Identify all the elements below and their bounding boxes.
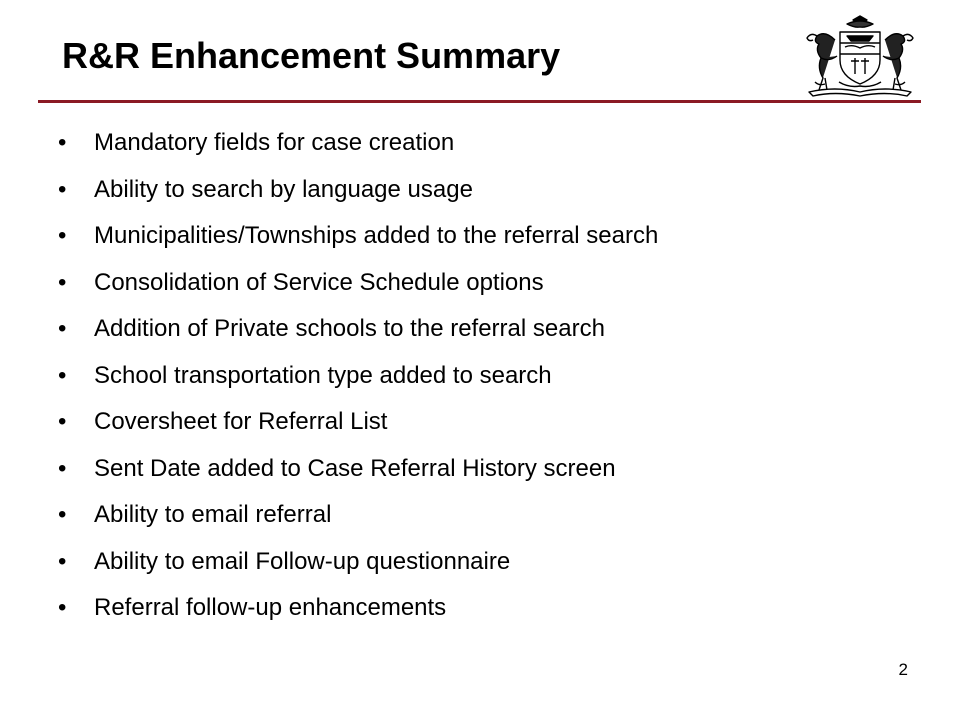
bullet-text: Ability to search by language usage: [94, 175, 473, 203]
bullet-item: [58, 492, 918, 539]
bullet-text: Mandatory fields for case creation: [94, 129, 455, 156]
bullet-list: [58, 120, 918, 632]
bullet-item: [58, 260, 918, 307]
bullet-text: Municipalities/Townships added to the referral search: [94, 222, 659, 249]
bullet-item: [58, 353, 918, 400]
bullet-dot: •: [58, 268, 67, 296]
bullet-item: [58, 399, 918, 446]
pennsylvania-coat-of-arms-icon: [795, 14, 925, 98]
bullet-item: [58, 306, 918, 353]
bullet-item: [58, 120, 918, 167]
bullet-text: Consolidation of Service Schedule options: [94, 268, 544, 296]
bullet-dot: •: [58, 594, 67, 621]
page-number: 2: [898, 660, 908, 679]
bullet-dot: •: [58, 222, 67, 249]
bullet-dot: •: [58, 408, 67, 435]
slide-title: R&R Enhancement Summary: [62, 35, 561, 76]
bullet-text: Sent Date added to Case Referral History screen: [94, 454, 616, 482]
bullet-dot: •: [58, 547, 67, 575]
bullet-text: Coversheet for Referral List: [94, 408, 388, 435]
bullet-dot: •: [58, 175, 67, 203]
bullet-item: [58, 213, 918, 260]
bullet-item: [58, 539, 918, 586]
bullet-item: [58, 446, 918, 493]
bullet-item: [58, 167, 918, 214]
bullet-text: Addition of Private schools to the referral search: [94, 315, 605, 342]
bullet-text: Ability to email referral: [94, 501, 332, 528]
title-divider: [38, 100, 921, 103]
bullet-text: School transportation type added to search: [94, 361, 552, 389]
bullet-dot: •: [58, 315, 67, 342]
bullet-dot: •: [58, 501, 67, 528]
bullet-dot: •: [58, 454, 67, 482]
bullet-dot: •: [58, 129, 67, 156]
bullet-item: [58, 585, 918, 632]
bullet-text: Ability to email Follow-up questionnaire: [94, 547, 511, 575]
bullet-dot: •: [58, 361, 67, 389]
bullet-text: Referral follow-up enhancements: [94, 594, 447, 621]
